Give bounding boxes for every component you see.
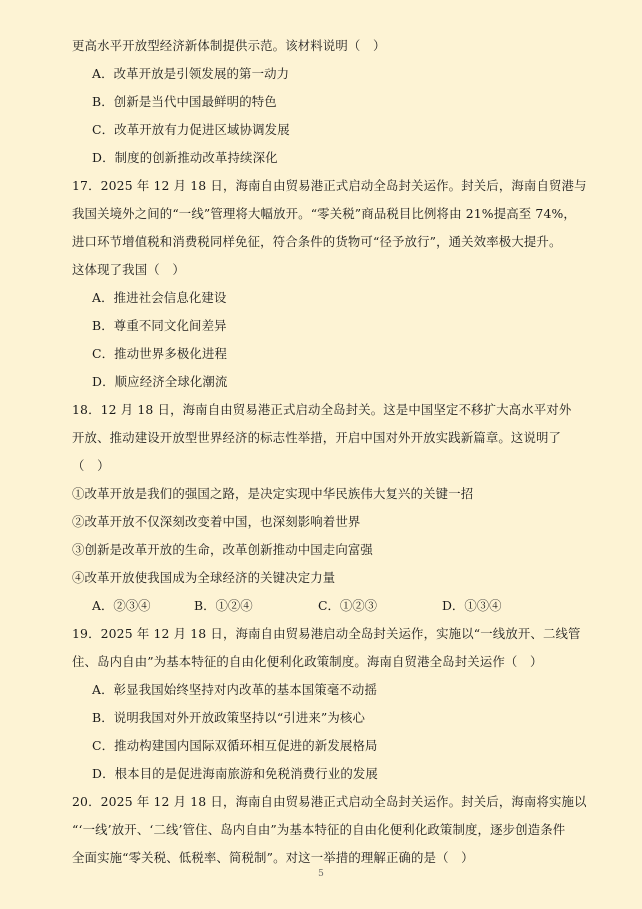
q18-statement-1: ①改革开放是我们的强国之路，是决定实现中华民族伟大复兴的关键一招 <box>72 486 474 501</box>
q16-option-b: B．创新是当代中国最鲜明的特色 <box>92 94 277 109</box>
q17-stem-line: 17．2025 年 12 月 18 日，海南自由贸易港正式启动全岛封关运作。封关后，海南自贸港与 <box>72 178 587 193</box>
q19-option-b: B．说明我国对外开放政策坚持以“引进来”为核心 <box>92 710 366 725</box>
q17-stem-line: 这体现了我国（ ） <box>72 262 185 277</box>
q19-option-c: C．推动构建国内国际双循环相互促进的新发展格局 <box>92 738 378 753</box>
q18-option-c: C．①②③ <box>318 598 378 613</box>
q18-statement-3: ③创新是改革开放的生命，改革创新推动中国走向富强 <box>72 542 373 557</box>
q16-option-a: A．改革开放是引领发展的第一动力 <box>92 66 290 81</box>
q17-option-a: A．推进社会信息化建设 <box>92 290 227 305</box>
q20-stem-line: 全面实施“零关税、低税率、简税制”。对这一举措的理解正确的是（ ） <box>72 850 474 865</box>
q19-stem-line: 19．2025 年 12 月 18 日，海南自由贸易港启动全岛封关运作，实施以“一线放开、二线管 <box>72 626 581 641</box>
q16-stem-tail: 更高水平开放型经济新体制提供示范。该材料说明（ ） <box>72 38 386 53</box>
q19-option-d: D．根本目的是促进海南旅游和免税消费行业的发展 <box>92 766 378 781</box>
q16-option-d: D．制度的创新推动改革持续深化 <box>92 150 278 165</box>
q18-option-b: B．①②④ <box>194 598 253 613</box>
q18-statement-2: ②改革开放不仅深刻改变着中国，也深刻影响着世界 <box>72 514 361 529</box>
q18-stem-line: （ ） <box>72 458 110 473</box>
q20-stem-line: 20．2025 年 12 月 18 日，海南自由贸易港正式启动全岛封关运作。封关后，海南将实施以 <box>72 794 587 809</box>
q18-stem-line: 18．12 月 18 日，海南自由贸易港正式启动全岛封关。这是中国坚定不移扩大高水平对外 <box>72 402 572 417</box>
page-number: 5 <box>318 869 324 879</box>
q20-stem-line: “‘一线’放开、‘二线’管住、岛内自由”为基本特征的自由化便利化政策制度，逐步创造条件 <box>72 822 566 837</box>
q16-option-c: C．改革开放有力促进区域协调发展 <box>92 122 290 137</box>
q17-option-c: C．推动世界多极化进程 <box>92 346 228 361</box>
q17-stem-line: 我国关境外之间的“一线”管理将大幅放开。“零关税”商品税目比例将由 21%提高至 74%， <box>72 206 576 221</box>
q17-option-d: D．顺应经济全球化潮流 <box>92 374 228 389</box>
q19-stem-line: 住、岛内自由”为基本特征的自由化便利化政策制度。海南自贸港全岛封关运作（ ） <box>72 654 543 669</box>
q18-option-a: A．②③④ <box>92 598 151 613</box>
q19-option-a: A．彰显我国始终坚持对内改革的基本国策毫不动摇 <box>92 682 377 697</box>
q17-option-b: B．尊重不同文化间差异 <box>92 318 227 333</box>
q18-stem-line: 开放、推动建设开放型世界经济的标志性举措，开启中国对外开放实践新篇章。这说明了 <box>72 430 562 445</box>
q18-statement-4: ④改革开放使我国成为全球经济的关键决定力量 <box>72 570 336 585</box>
q18-option-d: D．①③④ <box>442 598 502 613</box>
q17-stem-line: 进口环节增值税和消费税同样免征，符合条件的货物可“径予放行”，通关效率极大提升。 <box>72 234 562 249</box>
